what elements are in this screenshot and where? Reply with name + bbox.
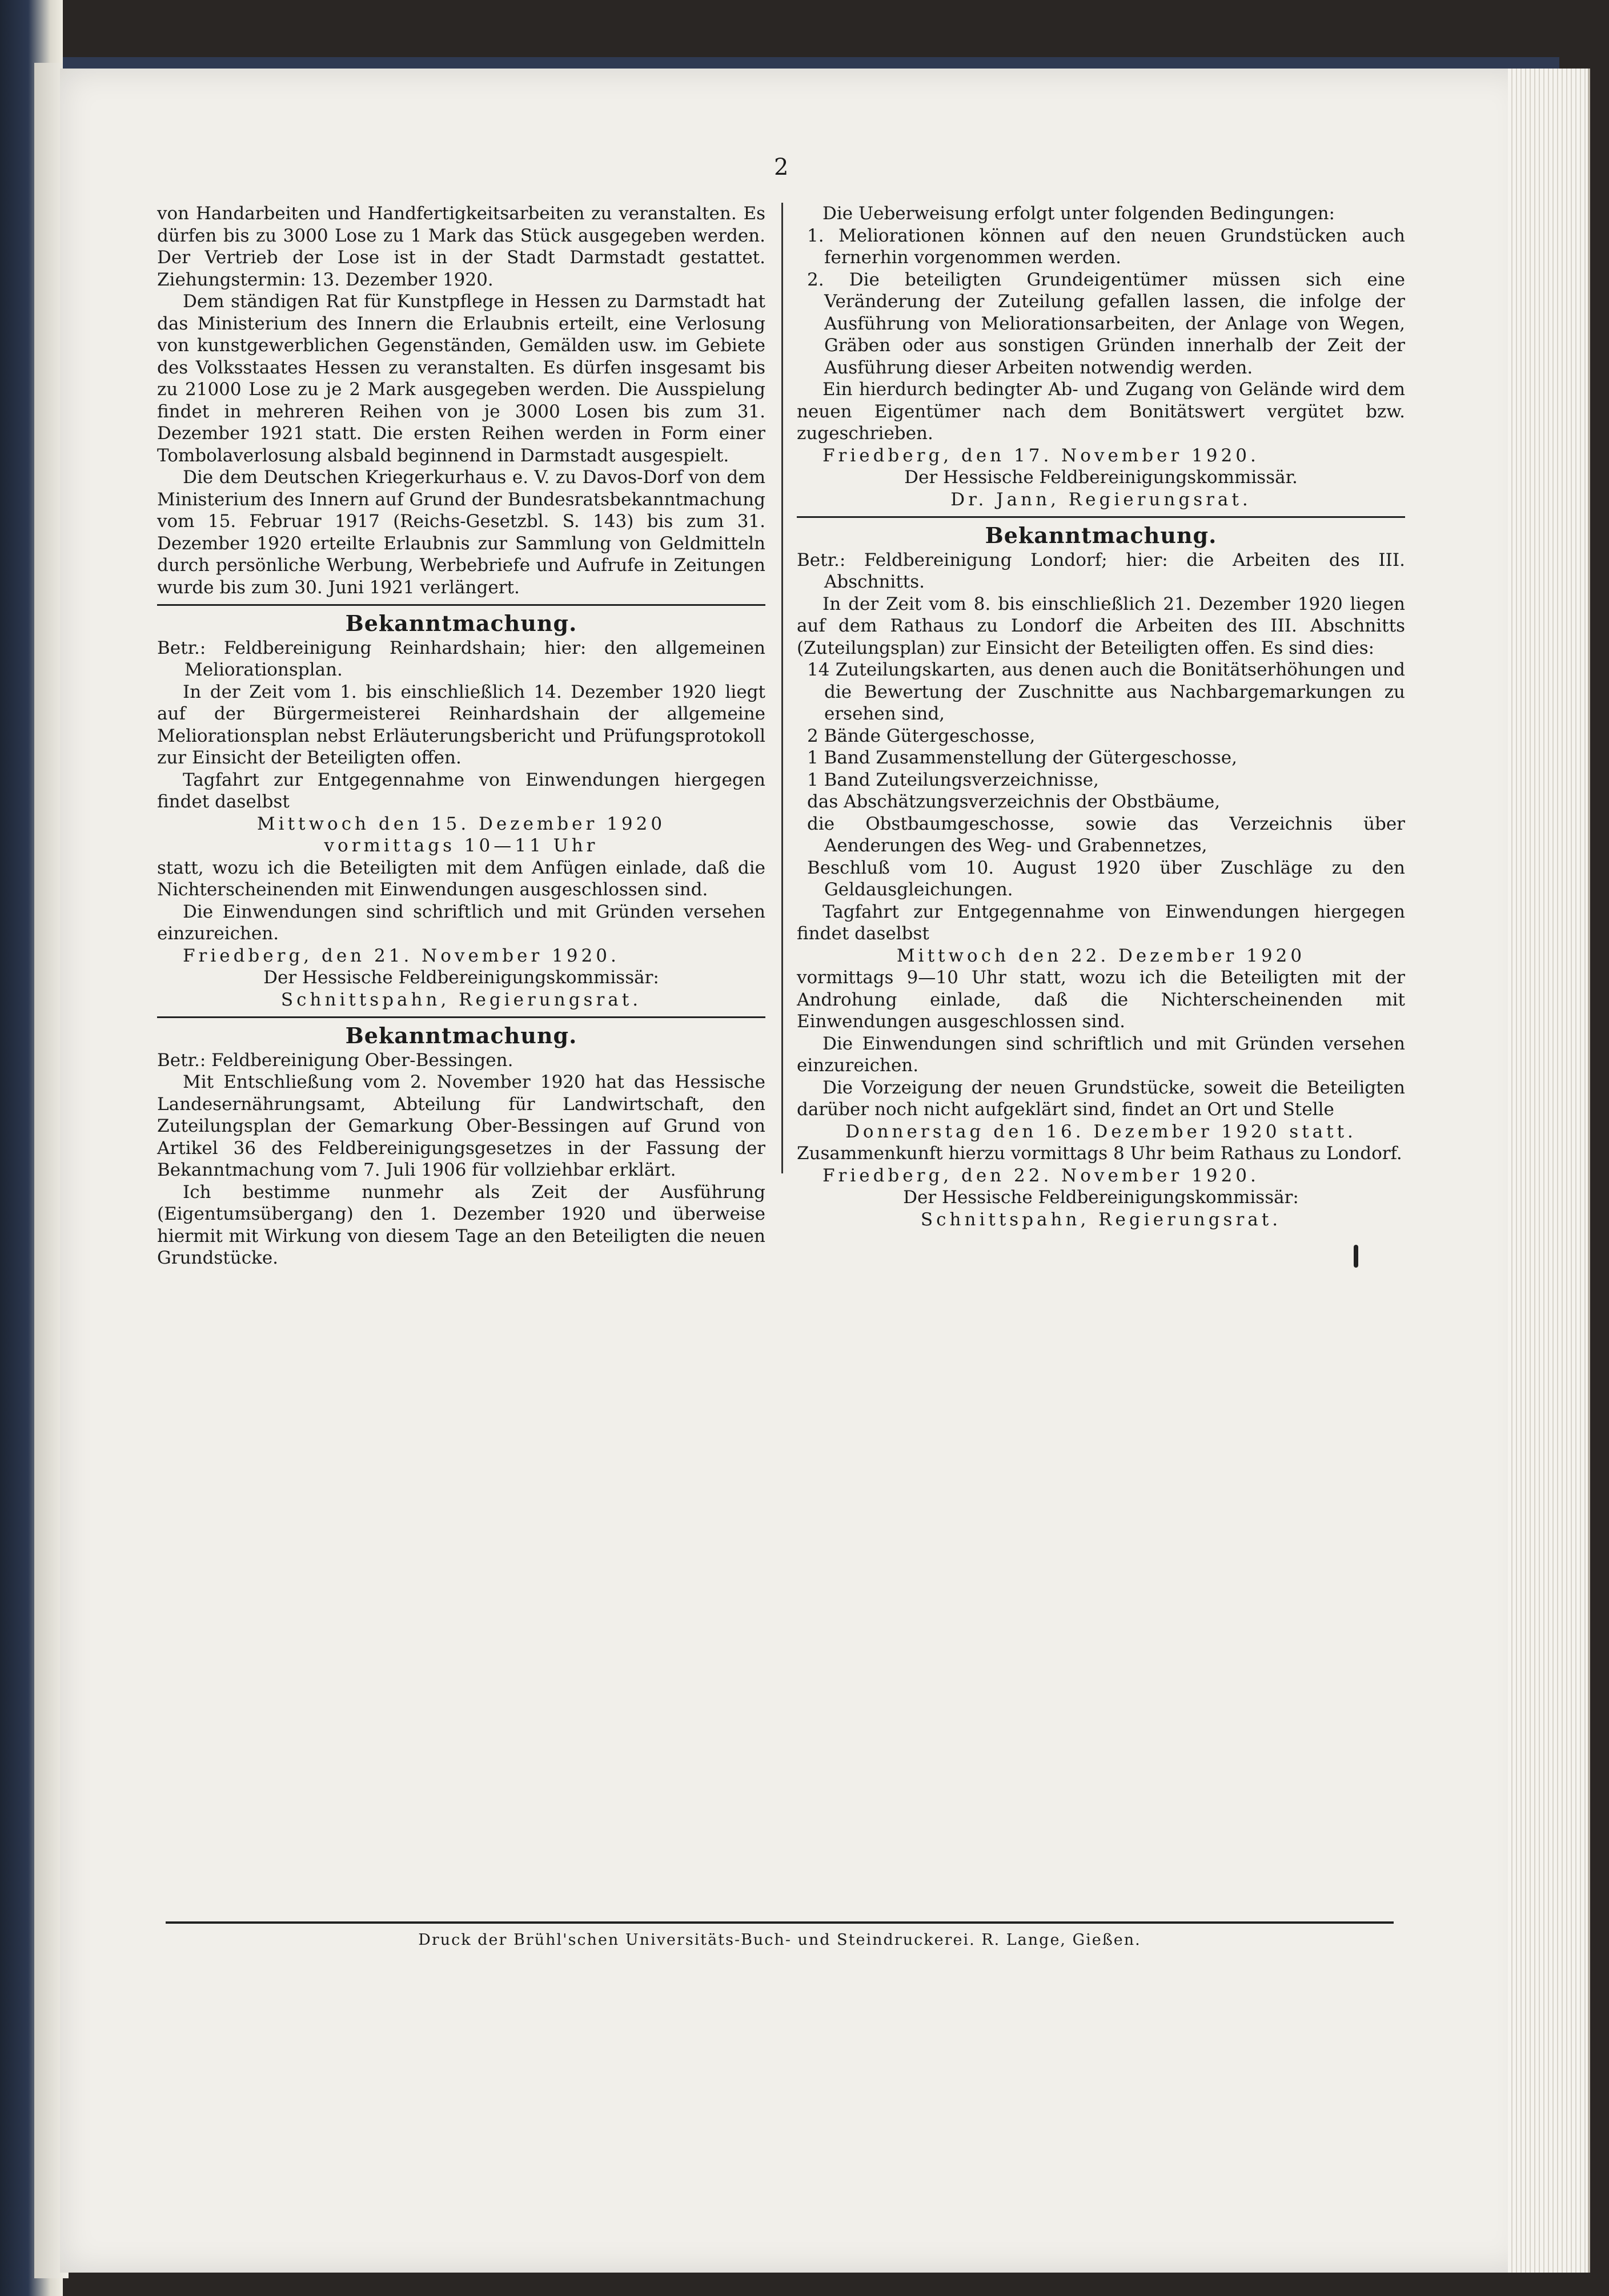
list-item: 1 Band Zusammenstellung der Gütergeschosse, (807, 747, 1237, 768)
signature: Dr. Jann, Regierungsrat. (950, 489, 1251, 510)
notice-hearing-date: Mittwoch den 15. Dezember 1920 (256, 813, 666, 834)
notice-body: In der Zeit vom 1. bis einschließlich 14. Dezember 1920 liegt auf der Bürgermeisterei Reinhardshain der allgemeine Meliorationsplan nebst Erläuterungsbericht und Prüfungsprotokoll zur Einsicht der Beteiligten offen. (157, 681, 765, 768)
intro-paragraph-2: Dem ständigen Rat für Kunstpflege in Hessen zu Darmstadt hat das Ministerium des Innern die Erlaubnis erteilt, eine Verlosung von kunstgewerblichen Gegenständen, Gemälden usw. im Gebiete des Volksstaates Hessen zu veranstalten. Es dürfen insgesamt bis zu 21000 Lose zu je 2 Mark ausgegeben werden. Die Ausspielung findet in mehreren Reihen von je 3000 Losen bis zum 31. Dezember 1921 statt. Die ersten Reihen werden in Form einer Tombolaverlosung alsbald beginnend in Darmstadt ausgespielt. (157, 291, 765, 466)
list-item: Beschluß vom 10. August 1920 über Zuschläge zu den Geldausgleichungen. (807, 857, 1405, 900)
notice-hearing-date: Mittwoch den 22. Dezember 1920 (896, 945, 1306, 966)
notice-subject: Betr.: Feldbereinigung Reinhardshain; hier: den allgemeinen Meliorationsplan. (157, 637, 765, 680)
notice-place-date: Friedberg, den 22. November 1920. (822, 1165, 1259, 1186)
notice-hearing-time: vormittags 9—10 Uhr statt, wozu ich die Beteiligten mit der Androhung einlade, daß die Nichterscheinenden mit Einwendungen ausgeschlossen sind. (797, 967, 1405, 1032)
notice-subject: Betr.: Feldbereinigung Londorf; hier: die Arbeiten des III. Abschnitts. (797, 549, 1405, 592)
condition-item: 2. Die beteiligten Grundeigentümer müssen sich eine Veränderung der Zuteilung gefallen lassen, die infolge der Ausführung von Meliorationsarbeiten, der Anlage von Wegen, Gräben oder aus sonstigen Gründen innerhalb der Zeit der Ausführung dieser Arbeiten notwendig werden. (807, 269, 1405, 378)
compensation-text: Ein hierdurch bedingter Ab- und Zugang von Gelände wird dem neuen Eigentümer nach dem Bonitätswert vergütet bzw. zugeschrieben. (797, 379, 1405, 444)
notice-body: In der Zeit vom 8. bis einschließlich 21. Dezember 1920 liegen auf dem Rathaus zu Londorf die Arbeiten des III. Abschnitts (Zuteilungsplan) zur Einsicht der Beteiligten offen. Es sind dies: (797, 593, 1405, 658)
list-item: 14 Zuteilungskarten, aus denen auch die Bonitätserhöhungen und die Bewertung der Zuschnitte aus Nachbargemarkungen zu ersehen sind, (807, 660, 1405, 724)
right-column (797, 203, 1405, 1231)
notice-body: Mit Entschließung vom 2. November 1920 hat das Hessische Landesernährungsamt, Abteilung für Landwirtschaft, den Zuteilungsplan der Gemarkung Ober-Bessingen auf Grund von Artikel 36 des Feldbereinigungsgesetzes in der Fassung der Bekanntmachung vom 7. Juli 1906 für vollziehbar erklärt. (157, 1072, 765, 1180)
notice-place-date: Friedberg, den 21. November 1920. (183, 945, 620, 966)
list-item: 2 Bände Gütergeschosse, (807, 725, 1036, 746)
notice-hearing-text: Tagfahrt zur Entgegennahme von Einwendungen hiergegen findet daselbst (797, 901, 1405, 944)
separator-rule (157, 604, 765, 606)
footer-rule (166, 1921, 1394, 1924)
printer-imprint: Druck der Brühl'schen Universitäts-Buch- und Steindruckerei. R. Lange, Gießen. (418, 1931, 1141, 1949)
list-item: das Abschätzungsverzeichnis der Obstbäume, (807, 791, 1221, 812)
notice-office: Der Hessische Feldbereinigungskommissär: (263, 967, 659, 988)
condition-item: 1. Meliorationen können auf den neuen Grundstücken auch fernerhin vorgenommen werden. (807, 225, 1405, 268)
notice-office: Der Hessische Feldbereinigungskommissär: (903, 1187, 1299, 1208)
notice-meeting: Zusammenkunft hierzu vormittags 8 Uhr beim Rathaus zu Londorf. (797, 1143, 1402, 1164)
notice-body: Ich bestimme nunmehr als Zeit der Ausführung (Eigentumsübergang) den 1. Dezember 1920 und überweise hiermit mit Wirkung von diesem Tage an den Beteiligten die neuen Grundstücke. (157, 1181, 765, 1268)
ink-mark (1354, 1245, 1358, 1268)
intro-paragraph-3: Die dem Deutschen Kriegerkurhaus e. V. zu Davos-Dorf von dem Ministerium des Innern auf Grund der Bundesratsbekanntmachung vom 15. Februar 1917 (Reichs-Gesetzbl. S. 143) bis zum 31. Dezember 1920 erteilte Erlaubnis zur Sammlung von Geldmitteln durch persönliche Werbung, Werbebriefe und Aufrufe in Zeitungen wurde bis zum 30. Juni 1921 verlängert. (157, 467, 765, 598)
notice-inspection: Die Vorzeigung der neuen Grundstücke, soweit die Beteiligten darüber noch nicht aufgeklärt sind, findet an Ort und Stelle (797, 1077, 1405, 1120)
notice-objections: Die Einwendungen sind schriftlich und mit Gründen versehen einzureichen. (157, 901, 765, 944)
office-title: Der Hessische Feldbereinigungskommissär. (904, 467, 1298, 488)
list-item: die Obstbaumgeschosse, sowie das Verzeichnis über Aenderungen des Weg- und Grabennetzes, (807, 813, 1405, 856)
notice-heading: Bekanntmachung. (345, 1023, 577, 1048)
notice-hearing-text: Tagfahrt zur Entgegennahme von Einwendungen hiergegen findet daselbst (157, 769, 765, 812)
intro-paragraph-1: von Handarbeiten und Handfertigkeitsarbeiten zu veranstalten. Es dürfen bis zu 3000 Lose zu 1 Mark das Stück ausgegeben werden. Der Vertrieb der Lose ist in der Stadt Darmstadt gestattet. Ziehungstermin: 13. Dezember 1920. (157, 203, 765, 290)
notice-inspection-date: Donnerstag den 16. Dezember 1920 statt. (845, 1121, 1357, 1142)
notice-heading: Bekanntmachung. (345, 610, 577, 636)
page-number: 2 (774, 154, 789, 180)
notice-heading: Bekanntmachung. (985, 522, 1217, 548)
notice-signature: Schnittspahn, Regierungsrat. (280, 989, 642, 1010)
notice-subject: Betr.: Feldbereinigung Ober-Bessingen. (157, 1050, 513, 1071)
left-column (157, 203, 765, 1269)
notice-objections: Die Einwendungen sind schriftlich und mit Gründen versehen einzureichen. (797, 1033, 1405, 1076)
place-date: Friedberg, den 17. November 1920. (822, 445, 1259, 466)
column-divider (781, 203, 783, 1173)
separator-rule (797, 516, 1405, 518)
page-stack-edges (1508, 69, 1590, 2273)
conditions-intro: Die Ueberweisung erfolgt unter folgenden Bedingungen: (822, 203, 1335, 224)
notice-invitation: statt, wozu ich die Beteiligten mit dem Anfügen einlade, daß die Nichterscheinenden mit Einwendungen ausgeschlossen sind. (157, 857, 765, 900)
list-item: 1 Band Zuteilungsverzeichnisse, (807, 769, 1099, 790)
notice-hearing-time: vormittags 10—11 Uhr (324, 835, 599, 856)
notice-signature: Schnittspahn, Regierungsrat. (920, 1209, 1282, 1230)
separator-rule (157, 1016, 765, 1018)
